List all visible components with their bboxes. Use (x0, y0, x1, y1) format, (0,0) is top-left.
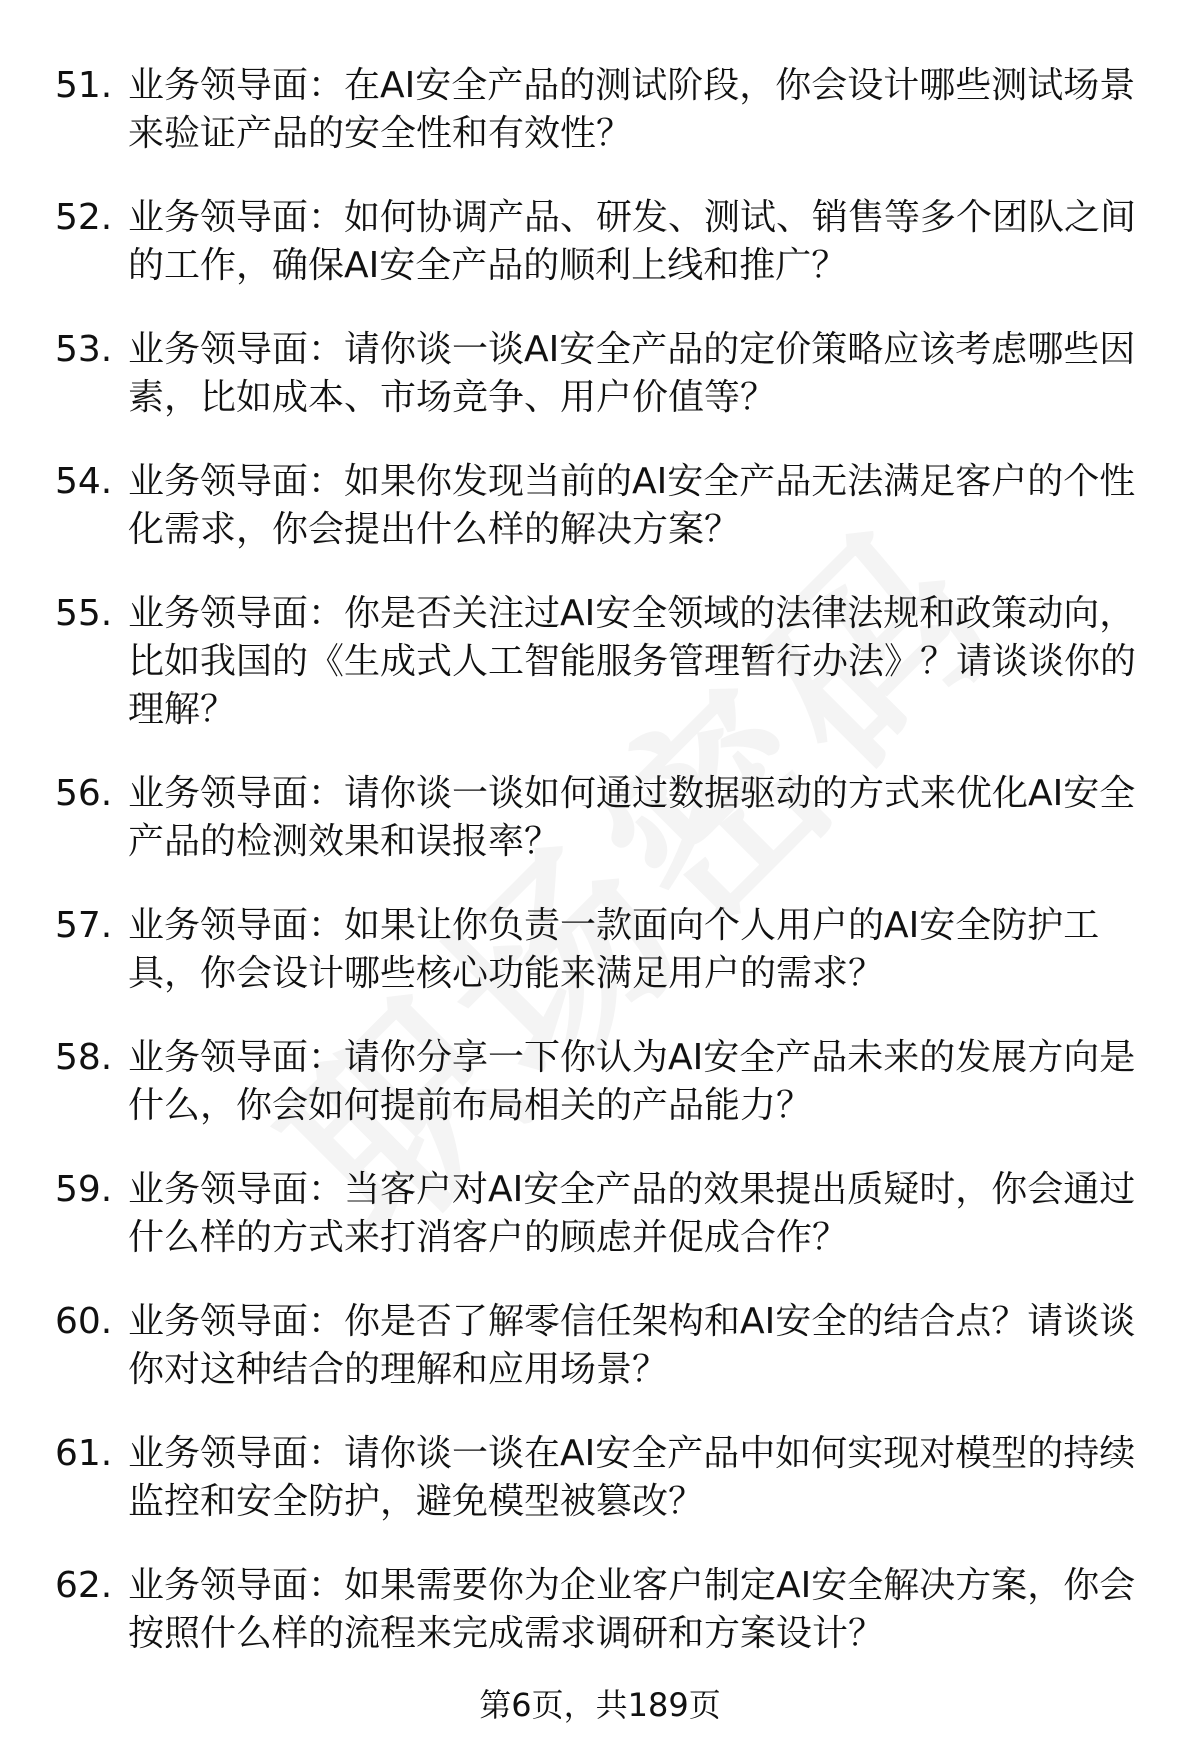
question-text: 业务领导面：当客户对AI安全产品的效果提出质疑时，你会通过什么样的方式来打消客户的顾虑并促成合作？ (128, 1169, 1136, 1258)
question-item (0, 194, 1200, 286)
question-text: 业务领导面：你是否关注过AI安全领域的法律法规和政策动向，比如我国的《生成式人工智能服务管理暂行办法》？请谈谈你的理解？ (128, 593, 1137, 730)
question-item (0, 62, 1200, 154)
question-item (0, 590, 1200, 730)
question-item (0, 1430, 1200, 1522)
question-item (0, 1166, 1200, 1258)
question-text: 业务领导面：如果需要你为企业客户制定AI安全解决方案，你会按照什么样的流程来完成需求调研和方案设计？ (128, 1565, 1136, 1654)
question-text: 业务领导面：请你谈一谈在AI安全产品中如何实现对模型的持续监控和安全防护，避免模型被篡改？ (128, 1433, 1136, 1522)
question-number: 54. (55, 461, 113, 502)
question-number: 59. (55, 1169, 113, 1210)
question-text: 业务领导面：如果你发现当前的AI安全产品无法满足客户的个性化需求，你会提出什么样的解决方案？ (128, 461, 1136, 550)
question-item (0, 902, 1200, 994)
question-number: 58. (55, 1037, 113, 1078)
question-number: 56. (55, 773, 113, 814)
question-text: 业务领导面：请你谈一谈如何通过数据驱动的方式来优化AI安全产品的检测效果和误报率？ (128, 773, 1136, 862)
question-number: 53. (55, 329, 113, 370)
question-text: 业务领导面：请你分享一下你认为AI安全产品未来的发展方向是什么，你会如何提前布局相关的产品能力？ (128, 1037, 1136, 1126)
question-text: 业务领导面：如何协调产品、研发、测试、销售等多个团队之间的工作，确保AI安全产品的顺利上线和推广？ (128, 197, 1137, 286)
question-item (0, 1298, 1200, 1390)
question-number: 61. (55, 1433, 113, 1474)
question-number: 51. (55, 65, 113, 106)
question-number: 55. (55, 593, 113, 634)
question-text: 业务领导面：请你谈一谈AI安全产品的定价策略应该考虑哪些因素，比如成本、市场竞争、用户价值等？ (128, 329, 1136, 418)
question-number: 60. (55, 1301, 113, 1342)
question-item (0, 326, 1200, 418)
question-text: 业务领导面：如果让你负责一款面向个人用户的AI安全防护工具，你会设计哪些核心功能来满足用户的需求？ (128, 905, 1100, 994)
question-text: 业务领导面：你是否了解零信任架构和AI安全的结合点？请谈谈你对这种结合的理解和应用场景？ (128, 1301, 1136, 1390)
question-item (0, 1034, 1200, 1126)
question-item (0, 1562, 1200, 1654)
question-number: 57. (55, 905, 113, 946)
page-footer: 第6页，共189页 (479, 1686, 721, 1724)
question-item (0, 458, 1200, 550)
question-item (0, 770, 1200, 862)
question-number: 52. (55, 197, 113, 238)
question-number: 62. (55, 1565, 113, 1606)
question-text: 业务领导面：在AI安全产品的测试阶段，你会设计哪些测试场景来验证产品的安全性和有效性？ (128, 65, 1136, 154)
